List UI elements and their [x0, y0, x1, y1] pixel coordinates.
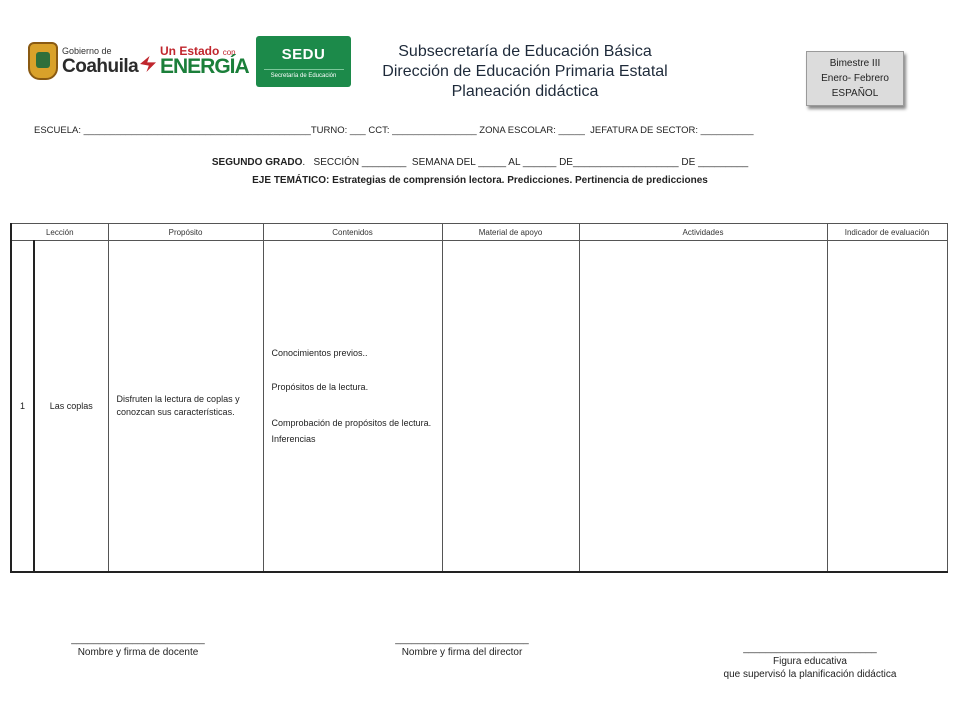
- signature-line: ________________________: [395, 634, 529, 645]
- header-proposito: Propósito: [108, 224, 263, 241]
- energia-bolt-icon: [140, 56, 156, 72]
- signature-director-label: Nombre y firma del director: [401, 647, 523, 658]
- signature-docente: [48, 633, 228, 659]
- planning-table: [10, 223, 948, 573]
- cell-material: [442, 241, 579, 573]
- signature-docente-label: Nombre y firma de docente: [77, 647, 199, 658]
- header-indicador: Indicador de evaluación: [827, 224, 947, 241]
- table-header-row: [11, 224, 947, 241]
- cell-contenidos: [263, 241, 442, 573]
- sedu-logo: [256, 36, 351, 87]
- grado-label: SEGUNDO GRADO: [211, 157, 303, 168]
- sedu-logo-divider: [264, 69, 344, 70]
- signature-figura-label: Figura educativa: [773, 656, 847, 667]
- signature-line: ________________________: [743, 643, 877, 654]
- title-direccion: Dirección de Educación Primaria Estatal: [382, 63, 668, 80]
- sedu-logo-name: SEDU: [281, 46, 326, 63]
- bimestre-label: Bimestre III: [829, 58, 881, 69]
- contenido-item: Comprobación de propósitos de lectura.: [271, 417, 432, 428]
- bimestre-subject: ESPAÑOL: [831, 88, 879, 99]
- table-row: [11, 241, 947, 573]
- page-titles: [350, 42, 700, 102]
- cell-actividades: [579, 241, 827, 573]
- cell-indicador: [827, 241, 947, 573]
- contenidos-list: [264, 347, 442, 446]
- cell-leccion: Las coplas: [34, 241, 108, 573]
- title-subsecretaria: Subsecretaría de Educación Básica: [398, 43, 652, 60]
- coahuila-logo-small-text: Gobierno de: [62, 46, 112, 56]
- signature-figura-sublabel: que supervisó la planificación didáctica: [723, 669, 897, 680]
- coahuila-crest-icon: [28, 42, 58, 80]
- cell-proposito: Disfruten la lectura de coplas y conozcan sus características.: [108, 241, 263, 573]
- row-number: 1: [11, 241, 34, 573]
- header-material: Material de apoyo: [442, 224, 579, 241]
- signature-director: [372, 633, 552, 659]
- estado-energia-logo: [140, 44, 249, 80]
- contenido-item: Inferencias: [271, 433, 316, 444]
- eje-tematico: EJE TEMÁTICO: Estrategias de comprensión lectora. Predicciones. Pertinencia de predicciones: [252, 175, 708, 186]
- title-planeacion: Planeación didáctica: [451, 83, 599, 100]
- header-leccion: Lección: [11, 224, 108, 241]
- signature-figura: [690, 642, 930, 681]
- signature-line: ________________________: [71, 634, 205, 645]
- energia-logo-line2: ENERGÍA: [160, 55, 249, 78]
- sedu-logo-subtitle: Secretaría de Educación: [270, 73, 337, 79]
- grado-line: [0, 157, 960, 168]
- contenido-item: Propósitos de la lectura.: [271, 381, 369, 392]
- coahuila-logo-name: Coahuila: [62, 56, 139, 77]
- header-contenidos: Contenidos: [263, 224, 442, 241]
- bimestre-box: [806, 51, 904, 106]
- coahuila-logo: [28, 42, 139, 82]
- seccion-semana-line: . SECCIÓN ________ SEMANA DEL _____ AL ______ DE___________________ DE _________: [302, 157, 749, 168]
- energia-logo-line1: Un Estado con: [160, 44, 236, 58]
- bimestre-months: Enero- Febrero: [821, 73, 889, 84]
- escuela-info-line: ESCUELA: ___________________________________________TURNO: ___ CCT: ________________ ZONA ESCOLAR: _____ JEFATURA DE SECTOR: __________: [34, 125, 754, 136]
- header-actividades: Actividades: [579, 224, 827, 241]
- contenido-item: Conocimientos previos..: [271, 347, 368, 358]
